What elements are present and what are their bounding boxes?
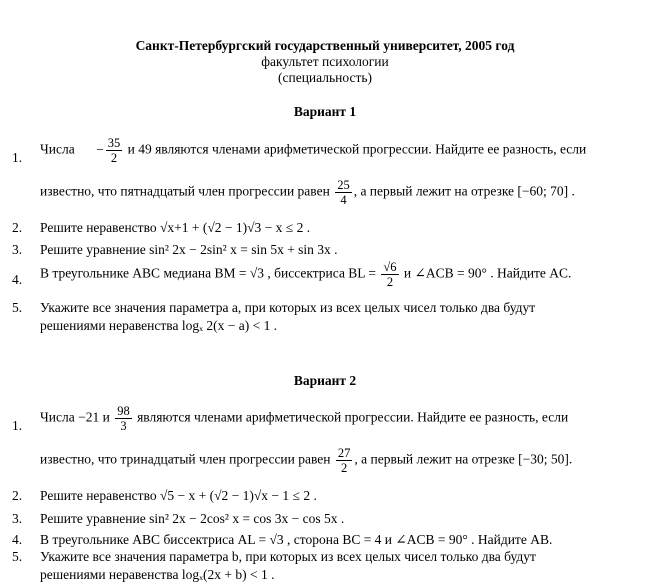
- v1-p3-text: Решите уравнение: [40, 242, 146, 257]
- v2-p5-line1: Укажите все значения параметра b, при которых из всех целых чисел только два будут: [40, 549, 536, 564]
- v1-p4-number: 4.: [12, 272, 23, 287]
- v1-p1-minus: −: [96, 141, 104, 157]
- v2-p1-frac2-den: 2: [341, 461, 348, 475]
- v1-p1-line2: [40, 178, 575, 207]
- v1-p5-line1: Укажите все значения параметра a, при которых из всех целых чисел только два будут: [40, 300, 536, 315]
- v1-p1-frac1-num: 35: [107, 136, 121, 150]
- v2-p1-fraction2: [336, 446, 353, 475]
- v2-p1-text-d: , а первый лежит на отрезке [−30; 50].: [354, 451, 573, 467]
- v1-p2-math: √x+1 + (√2 − 1)√3 − x ≤ 2 .: [159, 220, 311, 235]
- v1-p4-text-a: В треугольнике ABC медиана BM = √3 , биссектриса BL =: [40, 265, 377, 281]
- v2-p5-line2: решениями неравенства logₓ(2x + b) < 1 .: [40, 567, 275, 582]
- v2-p3-text: Решите уравнение: [40, 511, 146, 526]
- v2-p1-text-b: являются членами арифметической прогрессии. Найдите ее разность, если: [137, 409, 569, 425]
- v2-p3-number: 3.: [12, 511, 23, 526]
- v2-p1-line2: [40, 446, 572, 475]
- v1-p1-text-a: Числа: [40, 141, 75, 157]
- v1-p5-line2: решениями неравенства logₓ 2(x − a) < 1 .: [40, 318, 278, 333]
- header-faculty: факультет психологии: [261, 54, 389, 69]
- v2-p1-frac1-den: 3: [120, 419, 127, 433]
- v1-p1-frac2-num: 25: [337, 178, 350, 192]
- v1-p5-number: 5.: [12, 300, 23, 315]
- v2-p1-line1: [40, 404, 568, 433]
- v1-p2-text: Решите неравенство: [40, 220, 157, 235]
- v2-p1-fraction1: [115, 404, 132, 433]
- v2-p1-number: 1.: [12, 418, 23, 433]
- v1-p1-frac1-den: 2: [110, 151, 118, 165]
- v2-p3-line: [40, 511, 344, 527]
- v1-p3-line: [40, 242, 338, 258]
- v1-p1-line1: [40, 136, 640, 165]
- v1-p1-fraction2: [335, 178, 352, 207]
- v2-p2-number: 2.: [12, 488, 23, 503]
- v1-p1-text-b: и 49 являются членами арифметической прогрессии. Найдите ее разность, если: [127, 141, 587, 157]
- v1-p1-text-d: , а первый лежит на отрезке [−60; 70] .: [353, 183, 575, 199]
- v2-p5-number: 5.: [12, 549, 23, 564]
- v1-p4-text-b: и ∠ACB = 90° . Найдите AC.: [403, 265, 572, 281]
- v2-p3-math: sin² 2x − 2cos² x = cos 3x − cos 5x .: [149, 511, 345, 526]
- v1-p3-number: 3.: [12, 242, 23, 257]
- v2-p1-frac2-num: 27: [337, 446, 351, 460]
- header-university: Санкт-Петербургский государственный университет, 2005 год: [135, 38, 515, 53]
- v2-p4-line: В треугольнике ABC биссектриса AL = √3 , сторона BC = 4 и ∠ACB = 90° . Найдите AB.: [40, 532, 553, 547]
- v2-p2-line: [40, 488, 317, 504]
- v1-p2-number: 2.: [12, 220, 23, 235]
- v1-p4-frac-den: 2: [386, 275, 394, 289]
- v1-p4-fraction: [381, 260, 398, 289]
- v2-p2-math: √5 − x + (√2 − 1)√x − 1 ≤ 2 .: [159, 488, 317, 503]
- header-specialty: (специальность): [277, 70, 372, 85]
- v1-p2-line: [40, 220, 310, 236]
- v1-p1-fraction1: [106, 136, 123, 165]
- v2-p1-frac1-num: 98: [117, 404, 130, 418]
- v1-p1-number: 1.: [12, 150, 23, 165]
- v2-p1-text-c: известно, что тринадцатый член прогрессии равен: [40, 451, 331, 467]
- v1-p3-math: sin² 2x − 2sin² x = sin 5x + sin 3x .: [149, 242, 338, 257]
- v1-p1-frac2-den: 4: [340, 193, 347, 207]
- variant2-title: Вариант 2: [293, 373, 357, 388]
- v1-p4-line: [40, 260, 571, 289]
- v2-p2-text: Решите неравенство: [40, 488, 157, 503]
- v1-p4-frac-num: √6: [383, 260, 397, 274]
- v1-p1-text-c: известно, что пятнадцатый член прогрессии равен: [40, 183, 330, 199]
- v2-p4-number: 4.: [12, 532, 23, 547]
- v2-p1-text-a: Числа −21 и: [40, 409, 110, 425]
- variant1-title: Вариант 1: [293, 104, 357, 119]
